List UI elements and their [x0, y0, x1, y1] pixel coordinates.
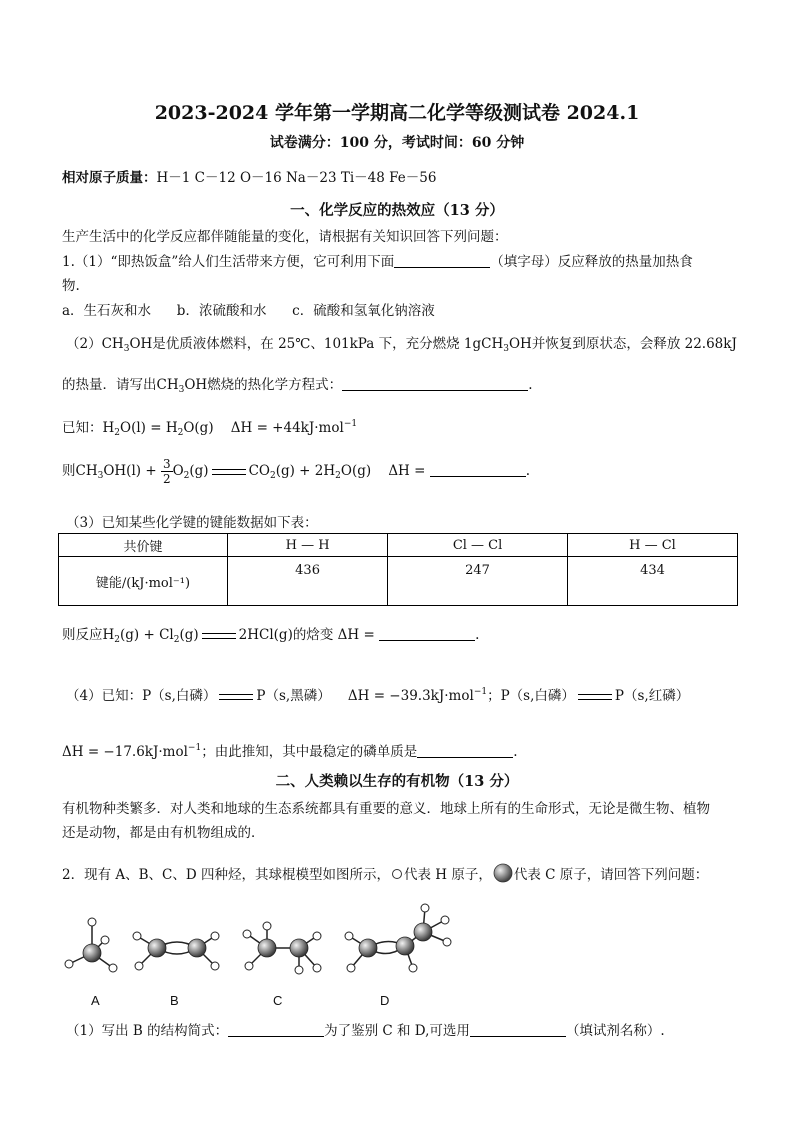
- carbon-atom-icon: [492, 862, 514, 884]
- bond-energy-table: [58, 533, 738, 606]
- q1-4-line2: ΔH = −17.6kJ·mol$^{-1}$；由此推知，其中最稳定的磷单质是 .: [62, 743, 518, 760]
- q1-4-dh1: ΔH = −39.3kJ·mol: [347, 688, 474, 704]
- q1-1-answer-blank[interactable]: [394, 253, 490, 268]
- q1-4-dh2: ΔH = −17.6kJ·mol: [62, 744, 188, 760]
- hydrogen-atom-icon: [390, 867, 404, 881]
- q1-3-answer-blank[interactable]: [379, 626, 475, 641]
- table-cell: 434: [567, 557, 737, 606]
- section-1-title: 一、化学反应的热效应（13 分）: [290, 202, 504, 219]
- q2-1-pre: （1）写出 B 的结构简式：: [66, 1023, 229, 1039]
- q2-text-c: 代表 C 原子，请回答下列问题：: [513, 867, 709, 883]
- exam-info: 试卷满分：100 分，考试时间：60 分钟: [269, 135, 525, 151]
- q1-2-line2-pre: 的热量．请写出: [62, 377, 157, 393]
- table-row: [59, 557, 738, 606]
- q2-text-b: 代表 H 原子，: [404, 867, 492, 883]
- question-2: [62, 862, 708, 884]
- q1-4-line1: （4）已知：P（s,白磷） P（s,黑磷） ΔH = −39.3kJ·mol$^{-1}$；P（s,白磷） P（s,红磷）: [66, 687, 690, 704]
- q1-2-answer-blank[interactable]: [342, 376, 528, 391]
- section-2-intro-1: 有机物种类繁多．对人类和地球的生态系统都具有重要的意义．地球上所有的生命形式，无论是微生物、植物: [62, 801, 710, 817]
- table-header-row: [59, 534, 738, 557]
- known-equation: 已知：$H_2O(l) = H_2O(g)$ ΔH = +44kJ·mol$^{-1}$: [62, 419, 358, 438]
- q1-4-mid: ；P（s,白磷）: [487, 688, 575, 704]
- reaction-arrow: [212, 469, 246, 475]
- known-dh: ΔH = +44kJ·mol: [230, 420, 344, 436]
- section-2-intro-2: 还是动物，都是由有机物组成的．: [62, 825, 265, 841]
- q2-1-reagent-blank[interactable]: [470, 1022, 566, 1037]
- q1-3-text: （3）已知某些化学键的键能数据如下表：: [66, 515, 318, 531]
- table-cell: 436: [228, 557, 388, 606]
- question-2-1: [66, 1019, 665, 1039]
- page-title: 2023-2024 学年第一学期高二化学等级测试卷 2024.1: [154, 102, 640, 124]
- section-1-intro: 生产生活中的化学反应都伴随能量的变化，请根据有关知识回答下列问题：: [62, 229, 508, 245]
- q1-3-post: 的焓变 ΔH =: [292, 627, 375, 643]
- model-label-d: D: [380, 993, 390, 1008]
- q1-2-dh-blank[interactable]: [430, 462, 526, 477]
- table-row-label: 键能/(kJ·mol⁻¹): [59, 557, 228, 606]
- model-label-a: A: [91, 993, 100, 1008]
- reaction-arrow: [202, 633, 236, 639]
- reaction-arrow: [578, 694, 612, 700]
- question-1-2: $(2)CH_3OH$是优质液体燃料，在 25℃、101kPa 下，充分燃烧 1gCH$_3$OH并恢复到原状态，会释放 22.68kJ: [66, 336, 737, 354]
- table-header-cell: 共价键: [59, 534, 228, 557]
- q1-4-tail: ；由此推知，其中最稳定的磷单质是: [201, 744, 418, 760]
- section-2-title: 二、人类赖以生存的有机物（13 分）: [275, 773, 519, 790]
- atomic-mass-values: H－1 C－12 O－16 Na－23 Ti－48 Fe－56: [156, 170, 437, 186]
- then-label: 则: [62, 463, 76, 479]
- molecule-d-model: [345, 904, 451, 972]
- reaction-arrow: [219, 694, 253, 700]
- q1-4-answer-blank[interactable]: [417, 743, 513, 758]
- combustion-equation: 则$CH_3OH(l)$ + $\frac{3}{2}$ $O_2(g) CO_2(g) + 2H_2O(g)$ ΔH = .: [62, 457, 531, 486]
- question-1-1: [62, 250, 693, 270]
- q1-2-prefix: （2）: [66, 336, 102, 352]
- q1-2-text-b: 并恢复到原状态，会释放 22.68kJ: [531, 336, 737, 352]
- q2-1-mid: 为了鉴别 C 和 D,可选用: [324, 1023, 470, 1039]
- table-header-cell: H — H: [228, 534, 388, 557]
- q1-4-text: （4）已知：P（s,白磷）: [66, 688, 217, 704]
- table-header-cell: Cl — Cl: [388, 534, 568, 557]
- q2-text-a: 2．现有 A、B、C、D 四种烃，其球棍模型如图所示，: [62, 867, 390, 883]
- q1-1-text: 1.（1）“即热饭盒”给人们生活带来方便，它可利用下面: [62, 254, 395, 270]
- dh-label: ΔH =: [388, 463, 426, 479]
- q1-3-answer: 则反应$H_2(g) + Cl_2(g)$ 2HCl(g)的焓变 ΔH = .: [62, 627, 480, 645]
- q2-1-structure-blank[interactable]: [228, 1022, 324, 1037]
- known-label: 已知：: [62, 420, 103, 436]
- q1-3-pre: 则反应: [62, 627, 103, 643]
- table-cell: 247: [388, 557, 568, 606]
- table-header-cell: H — Cl: [567, 534, 737, 557]
- ball-and-stick-models: [55, 896, 475, 986]
- molecule-c-model: [243, 922, 321, 974]
- q1-1-text-post: （填字母）反应释放的热量加热食: [490, 254, 693, 270]
- model-label-c: C: [273, 993, 283, 1008]
- atomic-mass-label: 相对原子质量：: [62, 170, 157, 186]
- fraction-three-halves: $\frac{3}{2}$: [162, 457, 171, 486]
- q1-options: a．生石灰和水 b．浓硫酸和水 c．硫酸和氢氧化钠溶液: [62, 303, 435, 319]
- molecule-b-model: [133, 932, 219, 970]
- q1-2-text-a: 是优质液体燃料，在 25℃、101kPa 下，充分燃烧 1g: [152, 336, 482, 352]
- q2-1-post: （填试剂名称）.: [565, 1023, 665, 1039]
- atomic-mass-line: [62, 166, 436, 186]
- molecule-a-model: [65, 918, 117, 972]
- q1-2-line2: 的热量．请写出$CH_3OH$燃烧的热化学方程式： .: [62, 377, 533, 395]
- model-label-b: B: [170, 993, 179, 1008]
- q1-1-cont: 物.: [62, 278, 80, 294]
- q1-4-black-p: P（s,黑磷）: [256, 688, 331, 704]
- q1-2-line2-post: 燃烧的热化学方程式：: [207, 377, 343, 393]
- q1-4-red-p: P（s,红磷）: [614, 688, 690, 704]
